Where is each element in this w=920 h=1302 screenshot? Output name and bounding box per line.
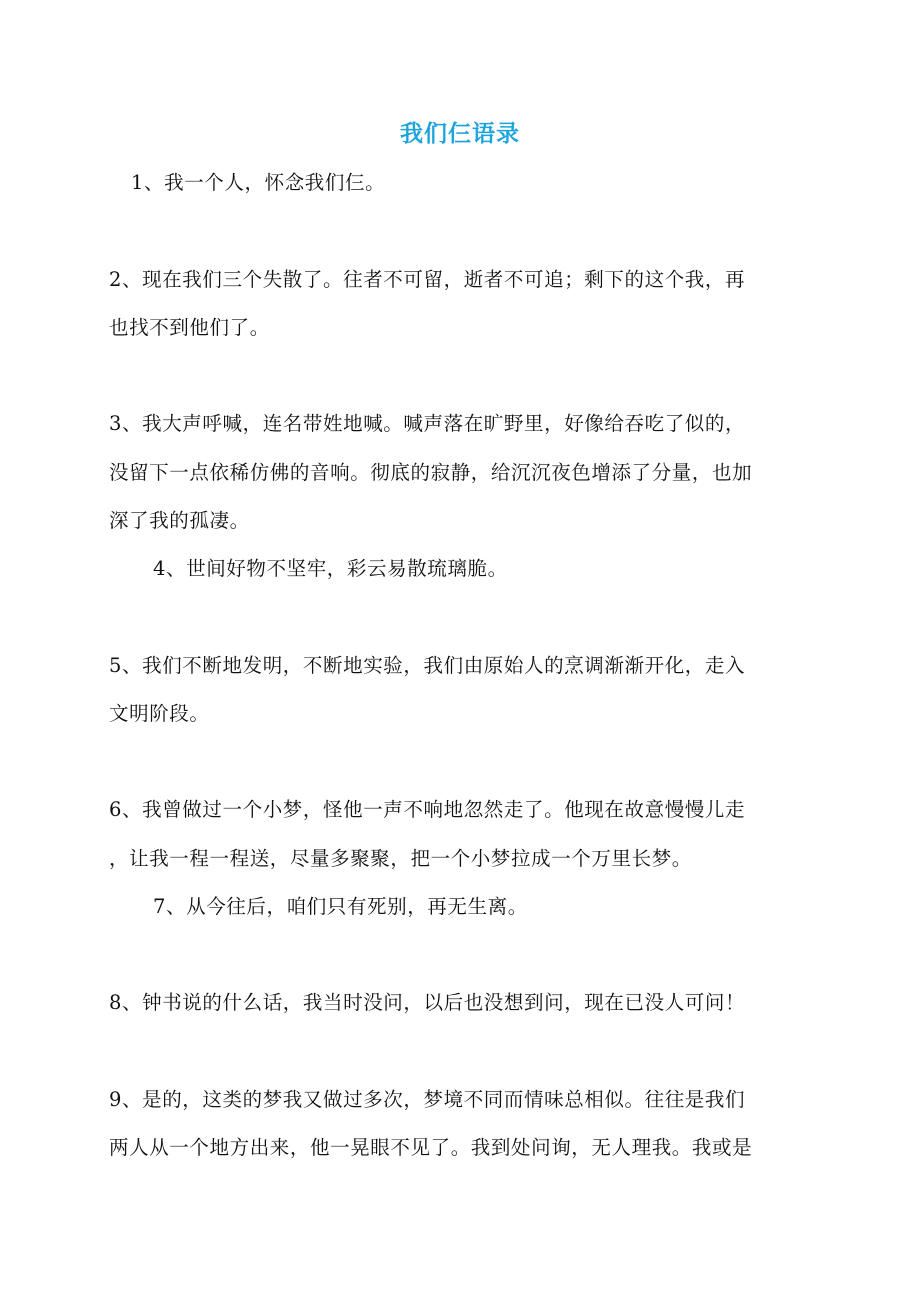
quote-9-line-1: 9、是的，这类的梦我又做过多次，梦境不同而情味总相似。往往是我们	[109, 1088, 746, 1111]
quote-7-line-1: 7、从今往后，咱们只有死别，再无生离。	[153, 895, 528, 918]
document-title: 我们仨语录	[400, 120, 520, 147]
quote-2-line-1: 2、现在我们三个失散了。往者不可留，逝者不可追；剩下的这个我，再	[109, 268, 746, 291]
quote-4-line-1: 4、世间好物不坚牢，彩云易散琉璃脆。	[153, 557, 508, 580]
quote-2-line-2: 也找不到他们了。	[109, 316, 270, 339]
quote-6-line-1: 6、我曾做过一个小梦，怪他一声不响地忽然走了。他现在故意慢慢儿走	[109, 798, 746, 821]
quote-9-line-2: 两人从一个地方出来，他一晃眼不见了。我到处问询，无人理我。我或是	[109, 1136, 753, 1159]
quote-3-line-3: 深了我的孤凄。	[109, 509, 250, 532]
quote-3-line-1: 3、我大声呼喊，连名带姓地喊。喊声落在旷野里，好像给吞吃了似的，	[109, 412, 746, 435]
quote-3-line-2: 没留下一点依稀仿佛的音响。彻底的寂静，给沉沉夜色增添了分量，也加	[109, 461, 753, 484]
quote-8-line-1: 8、钟书说的什么话，我当时没问，以后也没想到问，现在已没人可问！	[109, 991, 746, 1014]
quote-5-line-2: 文明阶段。	[109, 702, 210, 725]
quote-6-line-2: ，让我一程一程送，尽量多聚聚，把一个小梦拉成一个万里长梦。	[109, 847, 692, 870]
quote-5-line-1: 5、我们不断地发明，不断地实验，我们由原始人的烹调渐渐开化，走入	[109, 654, 746, 677]
quote-1-line-1: 1、我一个人，怀念我们仨。	[131, 171, 386, 194]
